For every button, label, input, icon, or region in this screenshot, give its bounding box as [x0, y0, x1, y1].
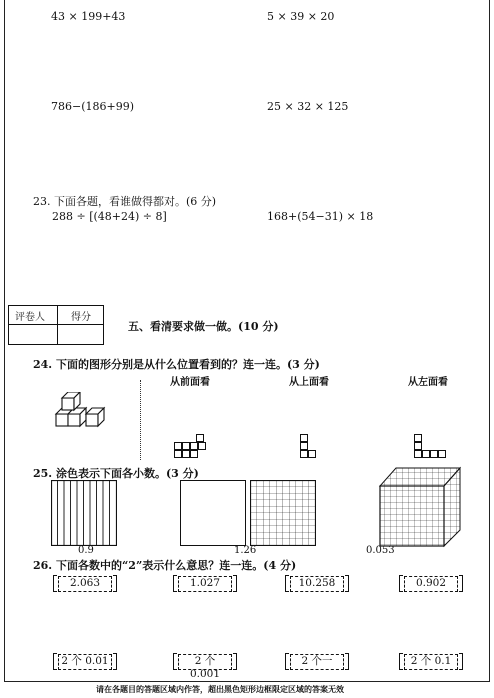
- q24-title: 24. 下面的图形分别是从什么位置看到的？连一连。(3 分): [33, 358, 320, 371]
- label-0-053: 0.053: [366, 545, 395, 556]
- view-front-label: 从前面看: [170, 377, 210, 388]
- label-0-9: 0.9: [78, 545, 94, 556]
- view-top-label: 从上面看: [289, 377, 329, 388]
- number-card-0-902: 0.902: [404, 576, 458, 592]
- hundred-grid: [250, 480, 316, 546]
- section-5-title: 五、看清要求做一做。(10 分): [128, 320, 279, 333]
- calc-1-right: 5 × 39 × 20: [267, 10, 335, 23]
- meaning-card-2-ones: 2 个一: [290, 654, 344, 670]
- q25-title: 25. 涂色表示下面各小数。(3 分): [33, 467, 199, 480]
- q26-title: 26. 下面各数中的“2”表示什么意思？连一连。(4 分): [33, 559, 297, 572]
- meaning-card-2-hundredths: 2 个 0.01: [58, 654, 112, 670]
- cube-solid-figure: [50, 392, 120, 436]
- decimal-strip-grid: [51, 480, 117, 546]
- q23-right: 168+(54−31) × 18: [267, 210, 374, 223]
- reviewer-label: 评卷人: [15, 312, 45, 323]
- dotted-divider: [140, 380, 141, 460]
- calc-2-left: 786−(186+99): [51, 100, 135, 113]
- view-left-label: 从左面看: [408, 377, 448, 388]
- number-card-1-027: 1.027: [178, 576, 232, 592]
- footer-note: 请在各题目的答题区域内作答，超出黑色矩形边框限定区域的答案无效: [96, 684, 344, 694]
- number-card-2-063: 2.063: [58, 576, 112, 592]
- thousand-cube: [378, 466, 462, 548]
- meaning-card-2-thousandths: 2 个 0.001: [178, 654, 232, 670]
- label-1-26: 1.26: [234, 545, 257, 556]
- q23-title: 23. 下面各题，看谁做得都对。(6 分): [33, 195, 217, 208]
- calc-2-right: 25 × 32 × 125: [267, 100, 349, 113]
- score-label: 得分: [71, 312, 91, 323]
- q23-left: 288 ÷ [(48+24) ÷ 8]: [52, 210, 167, 223]
- score-table: [8, 305, 104, 345]
- meaning-card-2-tenths: 2 个 0.1: [404, 654, 458, 670]
- number-card-10-258: 10.258: [290, 576, 344, 592]
- whole-square: [180, 480, 246, 546]
- calc-1-left: 43 × 199+43: [51, 10, 126, 23]
